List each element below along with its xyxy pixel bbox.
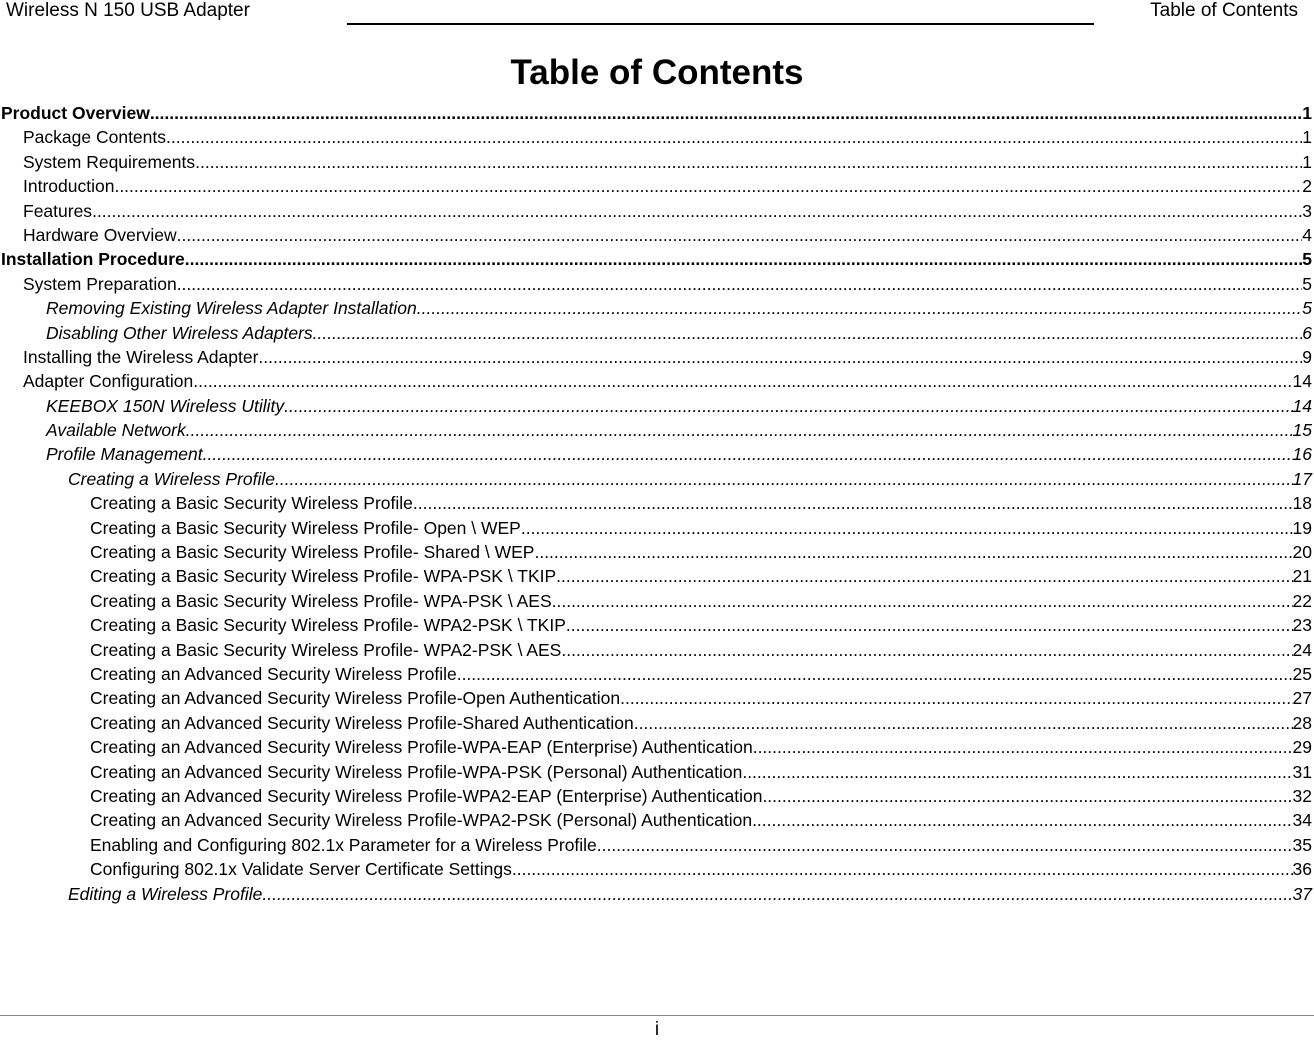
toc-page-number: 28 bbox=[1292, 712, 1312, 733]
toc-entry-title: Features bbox=[23, 200, 93, 221]
toc-dot-leader bbox=[275, 467, 1293, 491]
toc-entry[interactable] bbox=[0, 686, 1314, 710]
toc-page-number: 1 bbox=[1302, 151, 1312, 172]
toc-page-number: 22 bbox=[1292, 590, 1312, 611]
toc-dot-leader bbox=[534, 540, 1292, 564]
toc-entry[interactable] bbox=[0, 735, 1314, 759]
toc-entry[interactable] bbox=[0, 418, 1314, 442]
toc-dot-leader bbox=[762, 784, 1292, 808]
toc-entry-title: Creating a Basic Security Wireless Profile- Shared \ WEP bbox=[90, 542, 535, 563]
toc-entry-title: Introduction bbox=[23, 176, 115, 197]
toc-dot-leader bbox=[177, 223, 1303, 247]
toc-dot-leader bbox=[417, 296, 1303, 320]
toc-entry-title: Installation Procedure bbox=[1, 249, 185, 270]
toc-entry-title: Creating a Basic Security Wireless Profile- WPA2-PSK \ TKIP bbox=[90, 615, 566, 636]
toc-page-number: 5 bbox=[1302, 273, 1312, 294]
toc-entry-title: Creating an Advanced Security Wireless Profile-WPA-PSK (Personal) Authentication bbox=[90, 761, 743, 782]
toc-entry[interactable] bbox=[0, 662, 1314, 686]
toc-entry[interactable] bbox=[0, 369, 1314, 393]
toc-page-number: 36 bbox=[1292, 859, 1312, 880]
toc-entry-title: Creating an Advanced Security Wireless Profile bbox=[90, 663, 457, 684]
toc-entry-title: Editing a Wireless Profile bbox=[68, 883, 263, 904]
toc-entry[interactable] bbox=[0, 101, 1314, 125]
toc-dot-leader bbox=[742, 760, 1292, 784]
page-header bbox=[0, 0, 1314, 26]
toc-entry[interactable] bbox=[0, 394, 1314, 418]
toc-entry-title: Disabling Other Wireless Adapters bbox=[46, 322, 313, 343]
toc-dot-leader bbox=[193, 369, 1292, 393]
toc-page-number: 24 bbox=[1292, 639, 1312, 660]
toc-entry-title: Profile Management bbox=[46, 444, 203, 465]
toc-page-number: 35 bbox=[1292, 834, 1312, 855]
toc-page-number: 6 bbox=[1302, 322, 1312, 343]
toc-entry[interactable] bbox=[0, 882, 1314, 906]
toc-entry-title: Configuring 802.1x Validate Server Certificate Settings bbox=[90, 859, 512, 880]
toc-entry[interactable] bbox=[0, 174, 1314, 198]
table-of-contents bbox=[0, 101, 1314, 906]
toc-dot-leader bbox=[597, 833, 1293, 857]
toc-entry-title: Installing the Wireless Adapter bbox=[23, 346, 259, 367]
toc-page-number: 21 bbox=[1292, 566, 1312, 587]
toc-dot-leader bbox=[195, 150, 1302, 174]
toc-page-number: 27 bbox=[1292, 688, 1312, 709]
toc-page-number: 31 bbox=[1292, 761, 1312, 782]
toc-dot-leader bbox=[561, 638, 1292, 662]
toc-dot-leader bbox=[313, 321, 1303, 345]
toc-entry-title: Hardware Overview bbox=[23, 224, 177, 245]
toc-entry-title: Creating an Advanced Security Wireless Profile-Shared Authentication bbox=[90, 712, 634, 733]
toc-page-number: 37 bbox=[1292, 883, 1312, 904]
toc-entry[interactable] bbox=[0, 467, 1314, 491]
toc-page-number: 5 bbox=[1302, 249, 1312, 270]
toc-entry[interactable] bbox=[0, 150, 1314, 174]
toc-dot-leader bbox=[413, 491, 1293, 515]
toc-entry-title: Product Overview bbox=[1, 103, 150, 123]
toc-dot-leader bbox=[512, 857, 1293, 881]
toc-dot-leader bbox=[457, 662, 1293, 686]
toc-entry-title: Available Network bbox=[46, 420, 186, 441]
toc-page-number: 4 bbox=[1302, 224, 1312, 245]
toc-entry-title: Creating a Basic Security Wireless Profile- WPA-PSK \ TKIP bbox=[90, 566, 557, 587]
toc-dot-leader bbox=[258, 345, 1302, 369]
toc-entry[interactable] bbox=[0, 223, 1314, 247]
toc-entry-title: System Requirements bbox=[23, 151, 196, 172]
toc-dot-leader bbox=[92, 199, 1302, 223]
toc-dot-leader bbox=[552, 589, 1293, 613]
toc-page-number: 9 bbox=[1302, 346, 1312, 367]
toc-page-number: 25 bbox=[1292, 663, 1312, 684]
toc-page-number: 2 bbox=[1302, 176, 1312, 197]
toc-page-number: 5 bbox=[1302, 298, 1312, 319]
toc-dot-leader bbox=[186, 418, 1293, 442]
toc-entry[interactable] bbox=[0, 345, 1314, 369]
toc-dot-leader bbox=[203, 442, 1293, 466]
toc-entry[interactable] bbox=[0, 711, 1314, 735]
toc-entry[interactable] bbox=[0, 247, 1314, 271]
toc-page-number: 32 bbox=[1292, 785, 1312, 806]
toc-entry[interactable] bbox=[0, 272, 1314, 296]
toc-page-number: 3 bbox=[1302, 200, 1312, 221]
toc-entry[interactable] bbox=[0, 516, 1314, 540]
toc-page-number: 1 bbox=[1302, 103, 1312, 123]
toc-entry-title: Adapter Configuration bbox=[23, 371, 194, 392]
toc-dot-leader bbox=[177, 272, 1303, 296]
toc-entry[interactable] bbox=[0, 808, 1314, 832]
toc-entry-title: Creating a Basic Security Wireless Profile bbox=[90, 493, 413, 514]
toc-page-number: 34 bbox=[1292, 810, 1312, 831]
toc-page-number: 29 bbox=[1292, 737, 1312, 758]
toc-dot-leader bbox=[262, 882, 1292, 906]
footer-rule bbox=[0, 1015, 1314, 1016]
toc-dot-leader bbox=[166, 125, 1302, 149]
toc-page-number: 18 bbox=[1292, 493, 1312, 514]
toc-entry[interactable] bbox=[0, 125, 1314, 149]
toc-entry-title: Creating an Advanced Security Wireless Profile-WPA-EAP (Enterprise) Authentication bbox=[90, 737, 753, 758]
toc-dot-leader bbox=[566, 613, 1293, 637]
toc-dot-leader bbox=[634, 711, 1293, 735]
toc-page-number: 14 bbox=[1292, 395, 1312, 416]
toc-entry[interactable] bbox=[0, 833, 1314, 857]
toc-dot-leader bbox=[753, 735, 1293, 759]
toc-entry[interactable] bbox=[0, 540, 1314, 564]
toc-entry-title: Creating an Advanced Security Wireless Profile-WPA2-EAP (Enterprise) Authentication bbox=[90, 785, 763, 806]
header-rule bbox=[347, 23, 1094, 25]
toc-entry-title: KEEBOX 150N Wireless Utility bbox=[46, 395, 285, 416]
toc-entry[interactable] bbox=[0, 442, 1314, 466]
toc-entry[interactable] bbox=[0, 784, 1314, 808]
toc-entry-title: Creating a Wireless Profile bbox=[68, 468, 276, 489]
toc-entry[interactable] bbox=[0, 638, 1314, 662]
header-section-title: Table of Contents bbox=[1150, 0, 1298, 21]
toc-entry[interactable] bbox=[0, 589, 1314, 613]
toc-entry-title: Creating an Advanced Security Wireless Profile-Open Authentication bbox=[90, 688, 621, 709]
toc-page-number: 23 bbox=[1292, 615, 1312, 636]
toc-dot-leader bbox=[620, 686, 1292, 710]
toc-entry[interactable] bbox=[0, 613, 1314, 637]
toc-page-number: 1 bbox=[1302, 127, 1312, 148]
toc-dot-leader bbox=[752, 808, 1292, 832]
toc-page-number: 20 bbox=[1292, 542, 1312, 563]
toc-page-number: 19 bbox=[1292, 517, 1312, 538]
toc-page-number: 14 bbox=[1292, 371, 1312, 392]
toc-dot-leader bbox=[521, 516, 1293, 540]
toc-entry[interactable] bbox=[0, 199, 1314, 223]
toc-entry[interactable] bbox=[0, 760, 1314, 784]
toc-dot-leader bbox=[150, 101, 1302, 125]
toc-entry-title: Creating an Advanced Security Wireless Profile-WPA2-PSK (Personal) Authentication bbox=[90, 810, 753, 831]
toc-entry-title: Creating a Basic Security Wireless Profile- WPA-PSK \ AES bbox=[90, 590, 552, 611]
header-document-title: Wireless N 150 USB Adapter bbox=[6, 0, 250, 21]
toc-dot-leader bbox=[556, 564, 1292, 588]
toc-page-number: 15 bbox=[1292, 420, 1312, 441]
toc-entry[interactable] bbox=[0, 564, 1314, 588]
toc-dot-leader bbox=[284, 394, 1292, 418]
toc-page-number: 17 bbox=[1292, 468, 1312, 489]
toc-entry-title: Removing Existing Wireless Adapter Installation bbox=[46, 298, 417, 319]
toc-entry-title: System Preparation bbox=[23, 273, 177, 294]
toc-page-number: 16 bbox=[1292, 444, 1312, 465]
toc-entry[interactable] bbox=[0, 857, 1314, 881]
toc-dot-leader bbox=[114, 174, 1302, 198]
toc-entry[interactable] bbox=[0, 296, 1314, 320]
toc-entry[interactable] bbox=[0, 321, 1314, 345]
toc-dot-leader bbox=[185, 247, 1302, 271]
footer-page-number: i bbox=[654, 1019, 660, 1040]
toc-entry[interactable] bbox=[0, 491, 1314, 515]
toc-entry-title: Creating a Basic Security Wireless Profile- Open \ WEP bbox=[90, 517, 521, 538]
toc-entry-title: Creating a Basic Security Wireless Profile- WPA2-PSK \ AES bbox=[90, 639, 562, 660]
page-title: Table of Contents bbox=[510, 53, 804, 92]
toc-entry-title: Package Contents bbox=[23, 127, 167, 148]
toc-entry-title: Enabling and Configuring 802.1x Parameter for a Wireless Profile bbox=[90, 834, 597, 855]
